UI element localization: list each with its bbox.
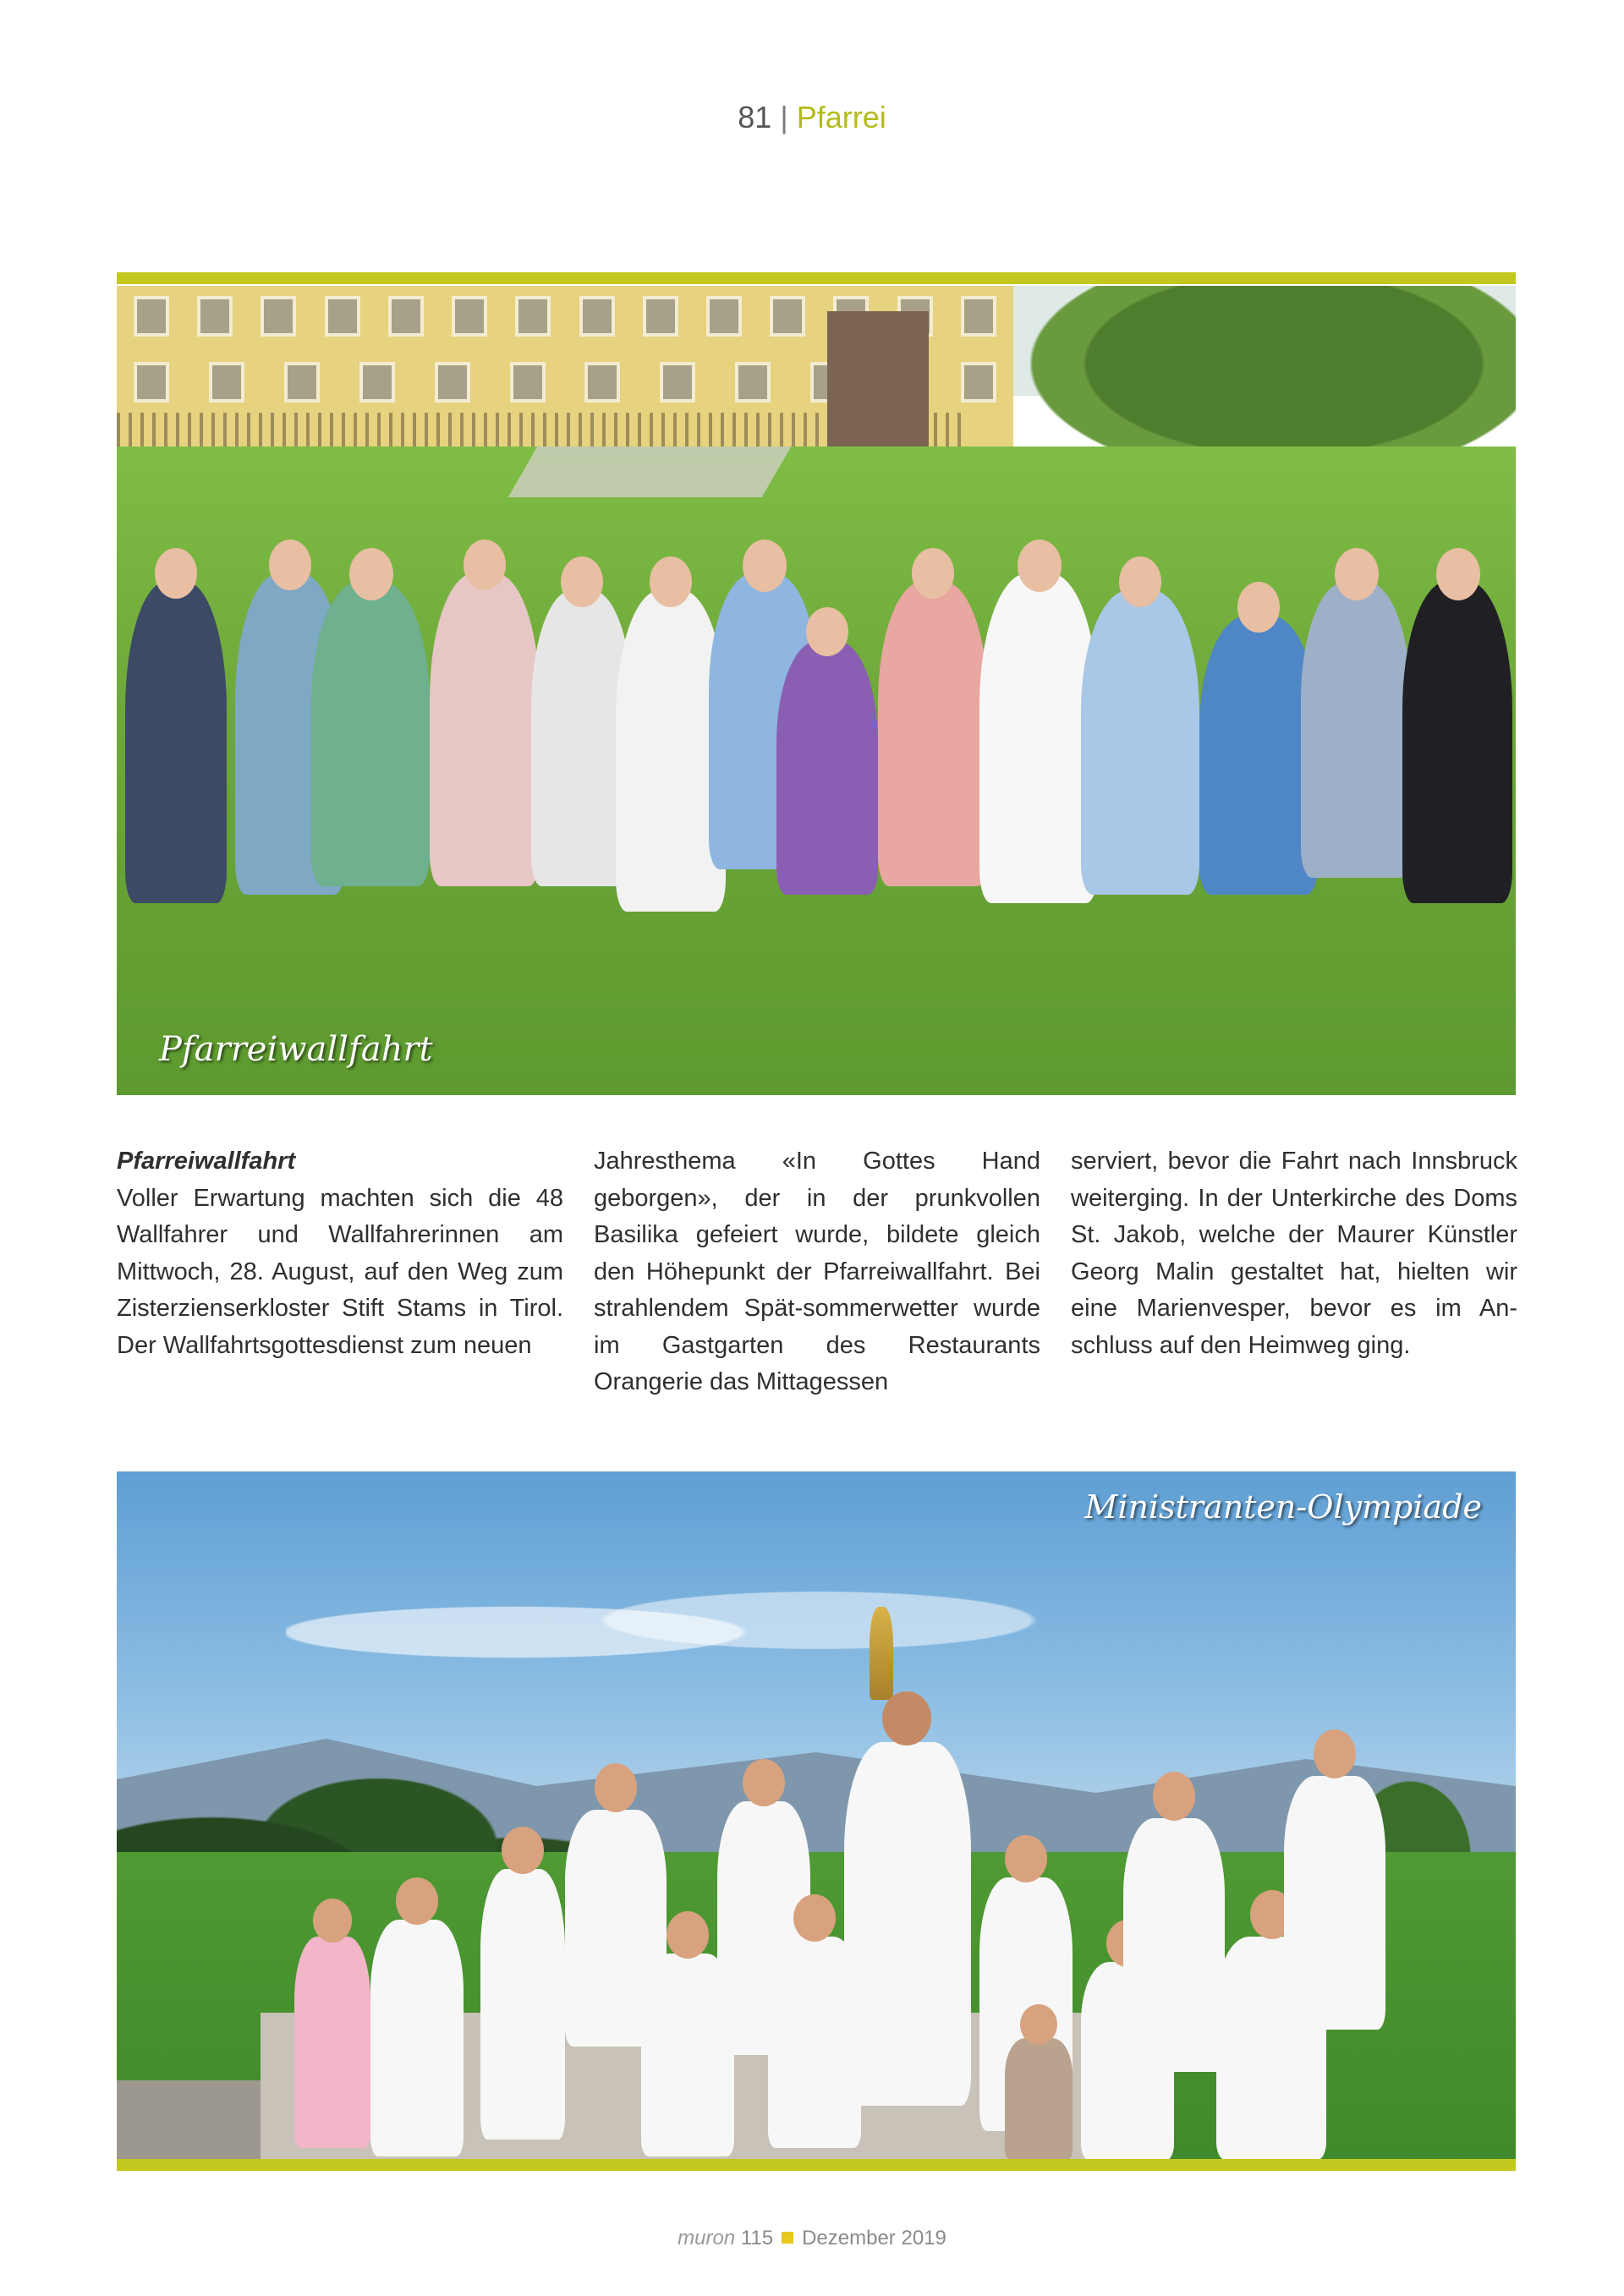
header-separator: | (780, 100, 788, 134)
article-column-3 (1071, 1143, 1517, 1364)
photo-caption-pilgrimage: Pfarreiwallfahrt (159, 1030, 433, 1069)
article-column-1 (117, 1143, 563, 1364)
article-text-2: Jahresthema «In Gottes Hand geborgen», der in der prunkvollen Basilika gefeiert wurde, bildete gleich den Höhepunkt der Pfarreiwallfahrt. Bei strahlendem Spät-sommerwetter wurde im Gastgarten des Restaurants Orangerie das Mittagessen (594, 1148, 1040, 1395)
article-column-2 (594, 1143, 1040, 1401)
accent-bar-top (117, 272, 1516, 284)
section-title: Pfarrei (796, 100, 886, 134)
footer-square-icon (782, 2232, 793, 2244)
pilgrimage-group-photo (117, 286, 1516, 1095)
article-title: Pfarreiwallfahrt (117, 1148, 296, 1175)
page-header (0, 100, 1624, 135)
sculpture (827, 311, 929, 455)
magazine-name: muron (678, 2227, 736, 2249)
accent-bar-bottom (117, 2159, 1516, 2171)
article-text-3: serviert, bevor die Fahrt nach Innsbruck weiterging. In der Unterkirche des Doms St. Jakob, welche der Maurer Künstler Georg Malin gestaltet hat, hielten wir eine Marienvesper, bevor es im An-schluss auf den Heimweg ging. (1071, 1148, 1517, 1359)
altar-server-group (244, 1598, 1428, 2160)
page-number: 81 (738, 100, 772, 134)
page-footer (0, 2227, 1624, 2250)
issue-date: Dezember 2019 (802, 2227, 946, 2249)
issue-number: 115 (740, 2227, 774, 2249)
pilgrim-group (117, 480, 1516, 920)
article-pilgrimage (117, 1143, 1517, 1395)
photo-caption-olympics: Ministranten-Olympiade (1084, 1488, 1482, 1526)
article-text-1: Voller Erwartung machten sich die 48 Wallfahrer und Wallfahrerinnen am Mittwoch, 28. August, auf den Weg zum Zisterzienserkloster Stift Stams in Tirol. Der Wallfahrtsgottesdienst zum neuen (117, 1184, 563, 1359)
trophy-icon (870, 1607, 893, 1700)
altar-server-olympics-photo (117, 1471, 1516, 2160)
